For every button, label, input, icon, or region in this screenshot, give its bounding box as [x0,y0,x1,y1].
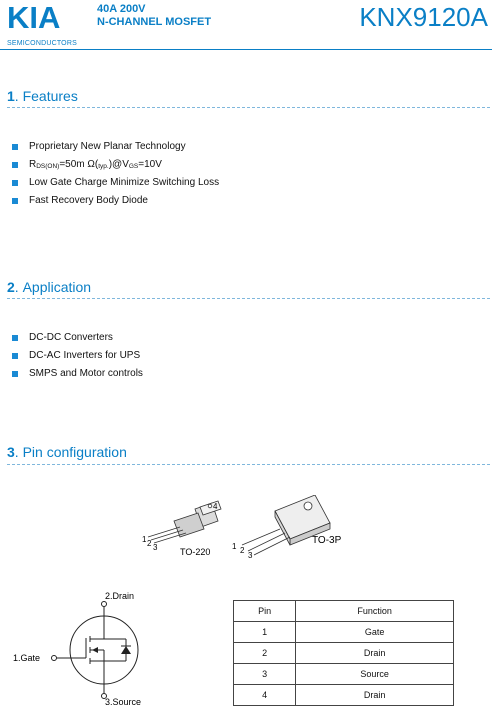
table-row [234,622,454,643]
table-cell: 3 [234,664,296,685]
section-divider [7,464,490,465]
part-number: KNX9120A [359,2,488,32]
table-row [234,685,454,706]
to220-pin2-label: 2 [147,539,152,548]
bullet-icon [12,198,18,204]
application-item: DC-DC Converters [29,332,113,343]
section-title-text: Application [22,279,92,295]
spec-type: N-CHANNEL MOSFET [97,16,212,28]
section-features-title: 1. Features [7,88,78,104]
to3p-pin2-label: 2 [240,546,245,555]
package-drawings [140,495,360,575]
table-cell: Gate [296,622,454,643]
table-header-function: Function [296,601,454,622]
section-divider [7,298,490,299]
table-cell: Drain [296,685,454,706]
section-title-text: Pin configuration [22,444,127,460]
source-label: 3.Source [105,697,142,705]
bullet-icon [12,162,18,168]
pin-function-table [233,600,454,706]
spec-rating: 40A 200V [97,3,146,15]
bullet-icon [12,335,18,341]
feature-item: Proprietary New Planar Technology [29,141,186,152]
application-item: SMPS and Motor controls [29,368,143,379]
bullet-icon [12,353,18,359]
drain-label: 2.Drain [105,591,135,601]
to220-pin1-label: 1 [142,535,147,544]
to220-label: TO-220 [180,547,211,557]
company-logo: KIA [7,0,61,35]
to220-pin3-label: 3 [153,543,158,552]
to3p-pin3-label: 3 [248,551,253,560]
application-item: DC-AC Inverters for UPS [29,350,141,361]
section-application-title: 2. Application [7,279,92,295]
section-number: 3 [7,444,15,460]
mosfet-symbol [10,590,180,705]
gate-label: 1.Gate [13,653,41,663]
section-number: 1 [7,88,15,104]
bullet-icon [12,144,18,150]
bullet-icon [12,371,18,377]
to3p-label: TO-3P [312,535,342,546]
table-row [234,664,454,685]
bullet-icon [12,180,18,186]
to220-pin4-label: 4 [213,502,218,511]
table-header-row [234,601,454,622]
table-header-pin: Pin [234,601,296,622]
to3p-pin1-label: 1 [232,542,237,551]
table-cell: 2 [234,643,296,664]
section-divider [7,107,490,108]
header-divider [0,49,492,50]
table-cell: Source [296,664,454,685]
table-cell: Drain [296,643,454,664]
table-cell: 4 [234,685,296,706]
feature-item: Low Gate Charge Minimize Switching Loss [29,177,220,188]
section-title-text: Features [22,88,78,104]
feature-item-rds: $R_{DS(ON)}=50m$ $\Omega(_{typ.})@V_{GS}=10V$ [29,159,162,170]
company-logo-subtitle: SEMICONDUCTORS [7,40,77,47]
table-row [234,643,454,664]
table-cell: 1 [234,622,296,643]
feature-item: Fast Recovery Body Diode [29,195,148,206]
section-pin-config-title: 3. Pin configuration [7,444,127,460]
to3p-package-icon [242,495,330,555]
to220-package-icon [148,501,221,543]
section-number: 2 [7,279,15,295]
